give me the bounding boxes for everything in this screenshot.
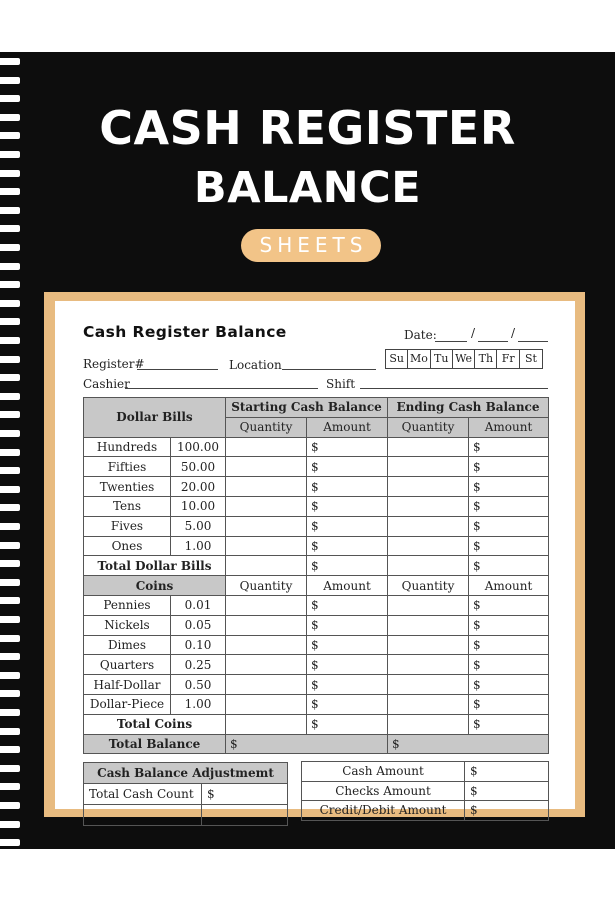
total-row <box>84 734 549 754</box>
checks-amount-label: Checks Amount <box>302 781 465 801</box>
table-header-row <box>84 576 549 596</box>
weekday-selector <box>385 349 543 369</box>
day-cell[interactable]: St <box>524 352 537 365</box>
spiral-ring <box>0 597 20 604</box>
coin-value: 0.50 <box>171 675 226 695</box>
spiral-ring <box>0 449 20 456</box>
quantity-cell[interactable] <box>388 615 469 635</box>
amount-header: Amount <box>307 417 388 437</box>
quantity-header: Quantity <box>388 417 469 437</box>
spiral-ring <box>0 318 20 325</box>
total-row <box>84 714 549 734</box>
quantity-header: Quantity <box>226 417 307 437</box>
total-cash-count-field[interactable]: $ <box>202 784 288 805</box>
spiral-ring <box>0 281 20 288</box>
spiral-ring <box>0 709 20 716</box>
coin-value: 0.10 <box>171 635 226 655</box>
date-separator: / <box>511 326 516 340</box>
amount-cell[interactable]: $ <box>469 694 549 714</box>
location-label: Location <box>229 358 282 372</box>
amount-cell[interactable]: $ <box>469 675 549 695</box>
table-row <box>84 536 549 556</box>
starting-balance-header: Starting Cash Balance <box>226 398 388 418</box>
spiral-ring <box>0 560 20 567</box>
shift-label: Shift <box>326 377 356 391</box>
amount-cell[interactable]: $ <box>307 496 388 516</box>
amount-cell[interactable]: $ <box>469 556 549 576</box>
day-cell[interactable]: We <box>453 350 475 368</box>
date-year-line <box>518 341 548 342</box>
table-row <box>84 516 549 536</box>
quantity-cell[interactable] <box>226 536 307 556</box>
spiral-ring <box>0 653 20 660</box>
amount-cell[interactable]: $ <box>469 457 549 477</box>
amount-cell[interactable]: $ <box>307 655 388 675</box>
spiral-ring <box>0 616 20 623</box>
amount-cell[interactable]: $ <box>307 615 388 635</box>
dollar-bills-header: Dollar Bills <box>84 398 226 438</box>
table-row <box>84 615 549 635</box>
total-dollar-bills-label: Total Dollar Bills <box>84 556 226 576</box>
quantity-cell[interactable] <box>226 615 307 635</box>
table-row <box>84 437 549 457</box>
spiral-ring <box>0 746 20 753</box>
spiral-ring <box>0 839 20 846</box>
coins-header: Coins <box>84 576 226 596</box>
quantity-cell[interactable] <box>388 496 469 516</box>
quantity-cell[interactable] <box>388 714 469 734</box>
adjustment-cell[interactable] <box>84 805 202 826</box>
denomination-label: Twenties <box>84 477 171 497</box>
amount-cell[interactable]: $ <box>307 635 388 655</box>
quantity-cell[interactable] <box>226 437 307 457</box>
coin-value: 1.00 <box>171 694 226 714</box>
spiral-ring <box>0 300 20 307</box>
quantity-cell[interactable] <box>388 437 469 457</box>
amount-header: Amount <box>469 417 549 437</box>
spiral-ring <box>0 58 20 65</box>
quantity-cell[interactable] <box>388 675 469 695</box>
total-row <box>84 556 549 576</box>
day-cell[interactable]: Fr <box>497 350 519 368</box>
coin-label: Pennies <box>84 595 171 615</box>
amount-cell[interactable]: $ <box>469 437 549 457</box>
spiral-ring <box>0 821 20 828</box>
quantity-cell[interactable] <box>388 595 469 615</box>
amount-header: Amount <box>307 576 388 596</box>
denomination-label: Ones <box>84 536 171 556</box>
spiral-ring <box>0 783 20 790</box>
quantity-cell[interactable] <box>226 714 307 734</box>
amount-cell[interactable]: $ <box>307 675 388 695</box>
coin-value: 0.01 <box>171 595 226 615</box>
register-label: Register# <box>83 357 145 371</box>
location-line <box>282 369 376 370</box>
amount-cell[interactable]: $ <box>307 457 388 477</box>
ending-balance-header: Ending Cash Balance <box>388 398 549 418</box>
shift-line <box>360 388 548 389</box>
denomination-value: 10.00 <box>171 496 226 516</box>
denomination-value: 20.00 <box>171 477 226 497</box>
cashier-label: Cashier <box>83 377 130 391</box>
amount-cell[interactable]: $ <box>469 655 549 675</box>
spiral-ring <box>0 765 20 772</box>
spiral-ring <box>0 579 20 586</box>
spiral-ring <box>0 467 20 474</box>
table-row <box>84 694 549 714</box>
quantity-cell[interactable] <box>226 675 307 695</box>
amount-cell[interactable]: $ <box>469 536 549 556</box>
quantity-cell[interactable] <box>226 457 307 477</box>
quantity-header: Quantity <box>388 576 469 596</box>
table-row <box>84 477 549 497</box>
spiral-ring <box>0 672 20 679</box>
coin-label: Half-Dollar <box>84 675 171 695</box>
quantity-cell[interactable] <box>388 694 469 714</box>
table-row <box>84 675 549 695</box>
sheets-badge: SHEETS <box>241 229 381 262</box>
spiral-ring <box>0 337 20 344</box>
spiral-ring <box>0 244 20 251</box>
quantity-cell[interactable] <box>226 556 307 576</box>
day-cell[interactable]: Mo <box>408 350 430 368</box>
quantity-cell[interactable] <box>226 635 307 655</box>
date-separator: / <box>471 326 476 340</box>
quantity-cell[interactable] <box>226 595 307 615</box>
cash-adjustment-table <box>83 762 288 826</box>
coin-value: 0.05 <box>171 615 226 635</box>
ending-total-field[interactable]: $ <box>388 734 549 754</box>
sheet-title: Cash Register Balance <box>83 323 287 341</box>
quantity-cell[interactable] <box>226 477 307 497</box>
day-cell[interactable]: Su <box>386 350 408 368</box>
amount-cell[interactable]: $ <box>469 635 549 655</box>
quantity-cell[interactable] <box>388 457 469 477</box>
balance-sheet <box>55 301 575 818</box>
spiral-ring <box>0 690 20 697</box>
cover-title-line2: BALANCE <box>193 163 422 213</box>
amount-cell[interactable]: $ <box>469 477 549 497</box>
denomination-label: Fives <box>84 516 171 536</box>
day-cell[interactable]: Th <box>475 350 497 368</box>
amount-cell[interactable]: $ <box>469 516 549 536</box>
amount-cell[interactable]: $ <box>307 714 388 734</box>
payment-amounts-table <box>301 761 549 821</box>
coin-label: Nickels <box>84 615 171 635</box>
amount-cell[interactable]: $ <box>307 516 388 536</box>
denomination-value: 100.00 <box>171 437 226 457</box>
table-row <box>84 635 549 655</box>
amount-cell[interactable]: $ <box>469 615 549 635</box>
adjustment-header: Cash Balance Adjustmemt <box>84 763 288 784</box>
coin-label: Dollar-Piece <box>84 694 171 714</box>
spiral-ring <box>0 374 20 381</box>
amount-cell[interactable]: $ <box>307 556 388 576</box>
spiral-ring <box>0 263 20 270</box>
quantity-cell[interactable] <box>226 516 307 536</box>
quantity-cell[interactable] <box>226 655 307 675</box>
coin-value: 0.25 <box>171 655 226 675</box>
total-cash-count-label: Total Cash Count <box>84 784 202 805</box>
cash-amount-field[interactable]: $ <box>465 762 549 782</box>
spiral-ring <box>0 542 20 549</box>
quantity-header: Quantity <box>226 576 307 596</box>
cover-title-line1: CASH REGISTER <box>99 101 516 155</box>
amount-cell[interactable]: $ <box>307 595 388 615</box>
quantity-cell[interactable] <box>226 496 307 516</box>
spiral-ring <box>0 393 20 400</box>
amount-header: Amount <box>469 576 549 596</box>
table-row <box>84 496 549 516</box>
starting-total-field[interactable]: $ <box>226 734 388 754</box>
spiral-ring <box>0 728 20 735</box>
date-month-line <box>435 341 467 342</box>
amount-cell[interactable]: $ <box>307 536 388 556</box>
credit-debit-amount-label: Credit/Debit Amount <box>302 801 465 821</box>
spiral-ring <box>0 356 20 363</box>
table-row <box>84 655 549 675</box>
date-day-line <box>478 341 508 342</box>
amount-cell[interactable]: $ <box>307 694 388 714</box>
cash-count-table <box>83 397 549 754</box>
quantity-cell[interactable] <box>388 556 469 576</box>
amount-cell[interactable]: $ <box>307 477 388 497</box>
total-balance-label: Total Balance <box>84 734 226 754</box>
spiral-ring <box>0 523 20 530</box>
spiral-ring <box>0 225 20 232</box>
credit-debit-amount-field[interactable]: $ <box>465 801 549 821</box>
denomination-label: Tens <box>84 496 171 516</box>
cashier-line <box>125 388 318 389</box>
coin-label: Dimes <box>84 635 171 655</box>
quantity-cell[interactable] <box>388 477 469 497</box>
spiral-ring <box>0 635 20 642</box>
table-row <box>84 595 549 615</box>
denomination-label: Hundreds <box>84 437 171 457</box>
spiral-ring <box>0 430 20 437</box>
spiral-ring <box>0 802 20 809</box>
table-header-row <box>84 398 549 418</box>
amount-cell[interactable]: $ <box>469 595 549 615</box>
quantity-cell[interactable] <box>388 635 469 655</box>
register-line <box>137 369 218 370</box>
amount-cell[interactable]: $ <box>469 714 549 734</box>
denomination-value: 5.00 <box>171 516 226 536</box>
spiral-ring <box>0 504 20 511</box>
coin-label: Quarters <box>84 655 171 675</box>
denomination-value: 1.00 <box>171 536 226 556</box>
total-coins-label: Total Coins <box>84 714 226 734</box>
spiral-ring <box>0 486 20 493</box>
spiral-ring <box>0 77 20 84</box>
quantity-cell[interactable] <box>226 694 307 714</box>
cash-amount-label: Cash Amount <box>302 762 465 782</box>
quantity-cell[interactable] <box>388 516 469 536</box>
quantity-cell[interactable] <box>388 655 469 675</box>
amount-cell[interactable]: $ <box>469 496 549 516</box>
spiral-ring <box>0 411 20 418</box>
quantity-cell[interactable] <box>388 536 469 556</box>
date-label: Date: <box>404 328 437 342</box>
table-row <box>84 457 549 477</box>
amount-cell[interactable]: $ <box>307 437 388 457</box>
day-cell[interactable]: Tu <box>431 350 453 368</box>
checks-amount-field[interactable]: $ <box>465 781 549 801</box>
adjustment-cell[interactable] <box>202 805 288 826</box>
denomination-label: Fifties <box>84 457 171 477</box>
denomination-value: 50.00 <box>171 457 226 477</box>
